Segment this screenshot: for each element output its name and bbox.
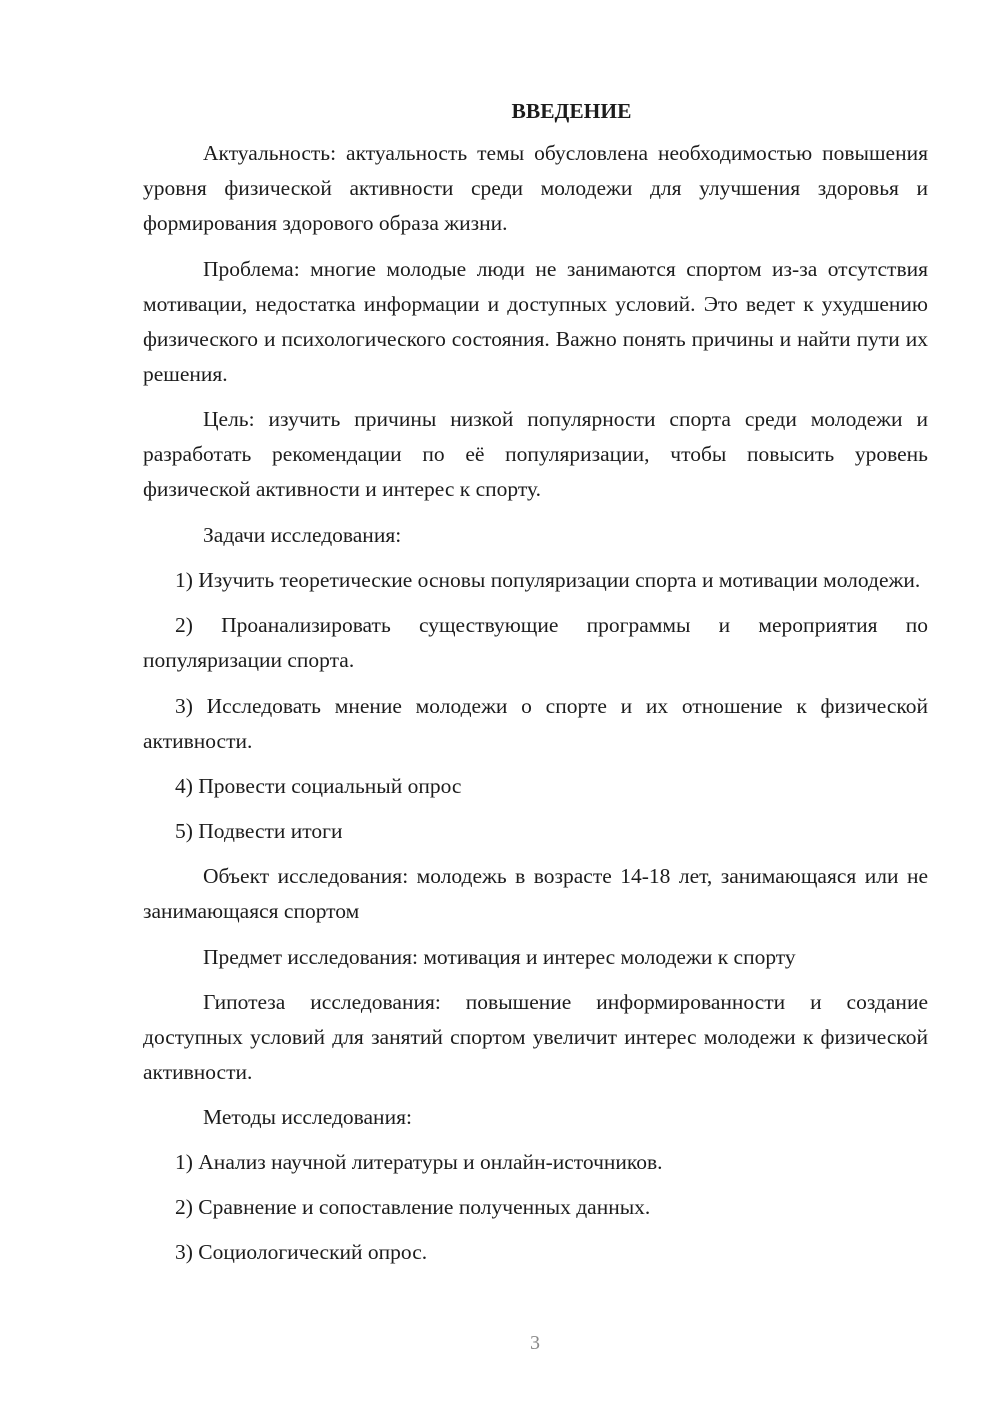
method-item-1: 1) Анализ научной литературы и онлайн-источников. bbox=[175, 1150, 663, 1174]
methods-heading: Методы исследования: bbox=[203, 1105, 412, 1129]
task-item-1: 1) Изучить теоретические основы популяризации спорта и мотивации молодежи. bbox=[175, 567, 921, 592]
relevance-paragraph: Актуальность: актуальность темы обусловлена необходимостью повышения уровня физической активности среди молодежи для улучшения здоровья и формирования здорового образа жизни. bbox=[143, 141, 928, 235]
problem-paragraph: Проблема: многие молодые люди не занимаются спортом из-за отсутствия мотивации, недостатка информации и доступных условий. Это ведет к ухудшению физического и психологического состояния. Важно понять причины и найти пути их решения. bbox=[143, 256, 928, 386]
page-content bbox=[143, 94, 928, 1280]
task-item-2: 2) Проанализировать существующие программы и мероприятия по популяризации спорта. bbox=[143, 613, 928, 672]
method-item-2: 2) Сравнение и сопоставление полученных данных. bbox=[175, 1195, 651, 1219]
hypothesis-paragraph: Гипотеза исследования: повышение информированности и создание доступных условий для занятий спортом увеличит интерес молодежи к физической активности. bbox=[143, 989, 928, 1084]
goal-paragraph: Цель: изучить причины низкой популярности спорта среди молодежи и разработать рекомендации по её популяризации, чтобы повысить уровень физической активности и интерес к спорту. bbox=[143, 407, 928, 501]
subject-paragraph: Предмет исследования: мотивация и интерес молодежи к спорту bbox=[203, 944, 796, 969]
page-number: 3 bbox=[530, 1332, 540, 1354]
task-item-4: 4) Провести социальный опрос bbox=[175, 774, 462, 798]
section-title: ВВЕДЕНИЕ bbox=[511, 99, 632, 123]
object-paragraph: Объект исследования: молодежь в возрасте 14-18 лет, занимающаяся или не занимающаяся спортом bbox=[143, 864, 928, 923]
task-item-5: 5) Подвести итоги bbox=[175, 819, 343, 843]
task-item-3: 3) Исследовать мнение молодежи о спорте и их отношение к физической активности. bbox=[143, 693, 928, 753]
method-item-3: 3) Социологический опрос. bbox=[175, 1240, 428, 1264]
tasks-heading: Задачи исследования: bbox=[203, 522, 402, 547]
